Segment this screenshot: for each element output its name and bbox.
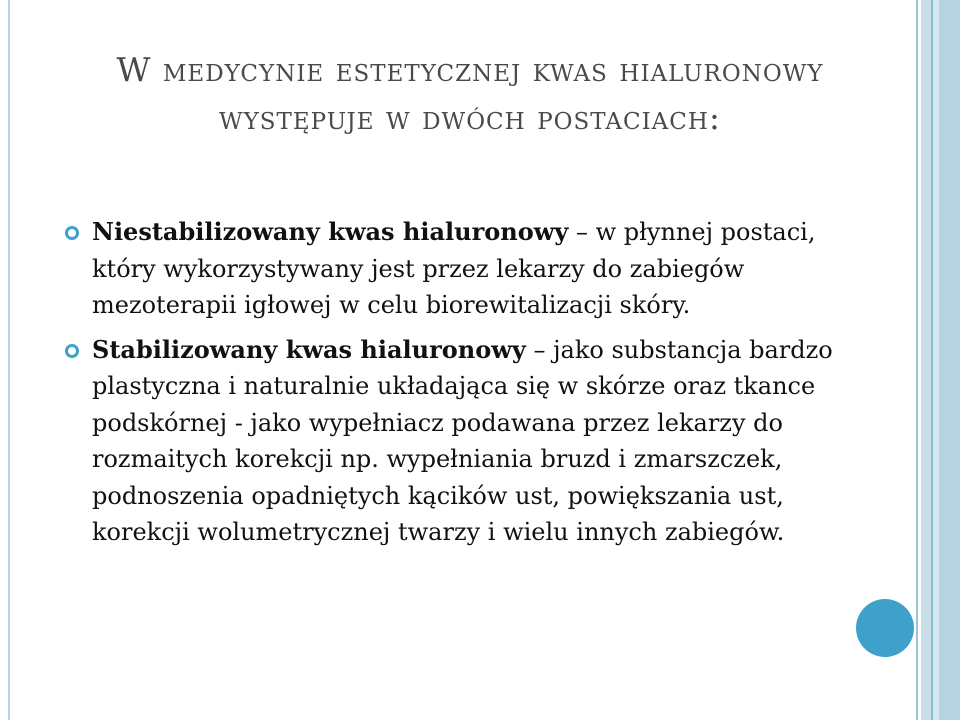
slide-title: W medycynie estetycznej kwas hialuronowy występuje w dwóch postaciach:	[116, 50, 824, 137]
ring-bullet-icon	[65, 344, 79, 358]
bullet-item	[60, 332, 860, 551]
right-stripe	[921, 0, 931, 720]
bullet-item	[60, 214, 860, 324]
right-stripe	[916, 0, 918, 720]
bullet-text: – jako substancja bardzo plastyczna i naturalnie układająca się w skórze oraz tkance podskórnej - jako wypełniacz podawana przez lekarzy do rozmaitych korekcji np. wypełniania bruzd i zmarszczek, podnoszenia opadniętych kącików ust, powiększania ust, korekcji wolumetrycznej twarzy i wielu innych zabiegów.	[92, 335, 833, 546]
bullet-term: Stabilizowany kwas hialuronowy	[92, 334, 526, 364]
left-frame-line	[8, 0, 10, 720]
bullet-term: Niestabilizowany kwas hialuronowy	[92, 217, 569, 246]
bullet-list	[60, 214, 860, 559]
ring-bullet-icon	[65, 226, 79, 240]
bullet-text: – w płynnej postaci, który wykorzystywany jest przez lekarzy do zabiegów mezoterapii igłowej w celu biorewitalizacji skóry.	[92, 218, 816, 319]
decorative-circle	[856, 599, 914, 657]
right-stripe	[939, 0, 960, 720]
